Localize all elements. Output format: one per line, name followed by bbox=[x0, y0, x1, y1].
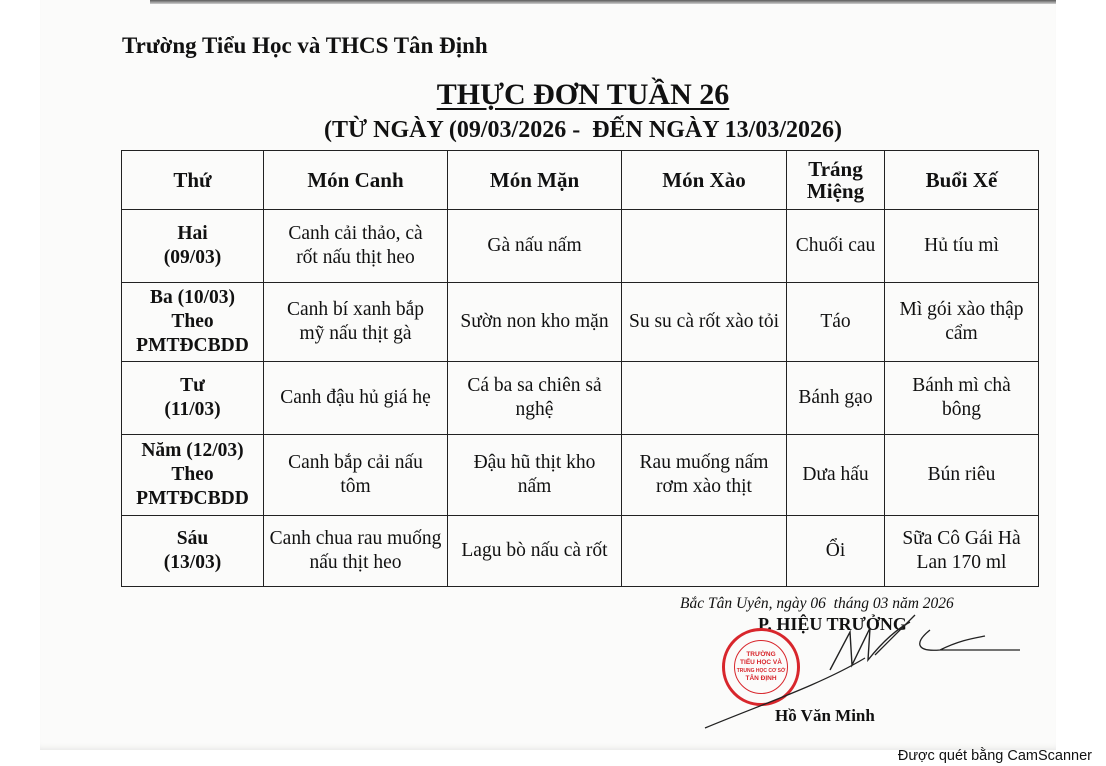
cell-stir-fry: Su su cà rốt xào tỏi bbox=[622, 283, 787, 362]
date-range: (TỪ NGÀY (09/03/2026 - ĐẾN NGÀY 13/03/2026) bbox=[324, 117, 842, 143]
camscanner-watermark: Được quét bằng CamScanner bbox=[897, 748, 1092, 764]
menu-title-text: THỰC ĐƠN TUẦN 26 bbox=[436, 78, 730, 111]
stamp-line: TIỂU HỌC VÀ bbox=[740, 659, 782, 666]
cell-day: Hai (09/03) bbox=[122, 210, 264, 283]
table-row bbox=[122, 283, 1039, 362]
cell-main: Gà nấu nấm bbox=[448, 210, 622, 283]
signer-name: Hồ Văn Minh bbox=[775, 706, 875, 725]
cell-stir-fry bbox=[622, 362, 787, 435]
cell-soup: Canh chua rau muống nấu thịt heo bbox=[264, 516, 448, 587]
stamp-line: TRUNG HỌC CƠ SỞ bbox=[736, 668, 786, 674]
stamp-line: TRƯỜNG bbox=[746, 651, 776, 658]
cell-stir-fry bbox=[622, 210, 787, 283]
signing-place-date: Bắc Tân Uyên, ngày 06 tháng 03 năm 2026 bbox=[680, 595, 954, 612]
header-day: Thứ bbox=[122, 151, 264, 210]
cell-main: Lagu bò nấu cà rốt bbox=[448, 516, 622, 587]
cell-stir-fry bbox=[622, 516, 787, 587]
header-main: Món Mặn bbox=[448, 151, 622, 210]
cell-afternoon-snack: Sữa Cô Gái Hà Lan 170 ml bbox=[885, 516, 1039, 587]
cell-day: Ba (10/03) Theo PMTĐCBDD bbox=[122, 283, 264, 362]
cell-day: Tư (11/03) bbox=[122, 362, 264, 435]
stamp-line: TÂN ĐỊNH bbox=[745, 675, 777, 682]
cell-afternoon-snack: Mì gói xào thập cẩm bbox=[885, 283, 1039, 362]
cell-dessert: Ổi bbox=[787, 516, 885, 587]
cell-soup: Canh đậu hủ giá hẹ bbox=[264, 362, 448, 435]
cell-main: Cá ba sa chiên sả nghệ bbox=[448, 362, 622, 435]
cell-day: Sáu (13/03) bbox=[122, 516, 264, 587]
cell-afternoon-snack: Hủ tíu mì bbox=[885, 210, 1039, 283]
cell-soup: Canh bắp cải nấu tôm bbox=[264, 435, 448, 516]
scan-edge-shadow bbox=[150, 0, 1056, 4]
cell-soup: Canh cải thảo, cà rốt nấu thịt heo bbox=[264, 210, 448, 283]
header-stir-fry: Món Xào bbox=[622, 151, 787, 210]
cell-dessert: Bánh gạo bbox=[787, 362, 885, 435]
cell-main: Đậu hũ thịt kho nấm bbox=[448, 435, 622, 516]
table-row bbox=[122, 516, 1039, 587]
signer-position: P. HIỆU TRƯỞNG bbox=[758, 614, 907, 634]
weekly-menu-table bbox=[121, 150, 1039, 587]
cell-afternoon-snack: Bánh mì chà bông bbox=[885, 362, 1039, 435]
school-name: Trường Tiểu Học và THCS Tân Định bbox=[122, 33, 488, 58]
menu-title bbox=[0, 78, 1106, 112]
cell-afternoon-snack: Bún riêu bbox=[885, 435, 1039, 516]
cell-day: Năm (12/03) Theo PMTĐCBDD bbox=[122, 435, 264, 516]
cell-main: Sườn non kho mặn bbox=[448, 283, 622, 362]
table-header-row bbox=[122, 151, 1039, 210]
header-afternoon-snack: Buổi Xế bbox=[885, 151, 1039, 210]
table-row bbox=[122, 362, 1039, 435]
table-row bbox=[122, 210, 1039, 283]
cell-dessert: Chuối cau bbox=[787, 210, 885, 283]
cell-soup: Canh bí xanh bắp mỹ nấu thịt gà bbox=[264, 283, 448, 362]
table-row bbox=[122, 435, 1039, 516]
cell-dessert: Dưa hấu bbox=[787, 435, 885, 516]
cell-dessert: Táo bbox=[787, 283, 885, 362]
header-soup: Món Canh bbox=[264, 151, 448, 210]
header-dessert: Tráng Miệng bbox=[787, 151, 885, 210]
cell-stir-fry: Rau muống nấm rơm xào thịt bbox=[622, 435, 787, 516]
